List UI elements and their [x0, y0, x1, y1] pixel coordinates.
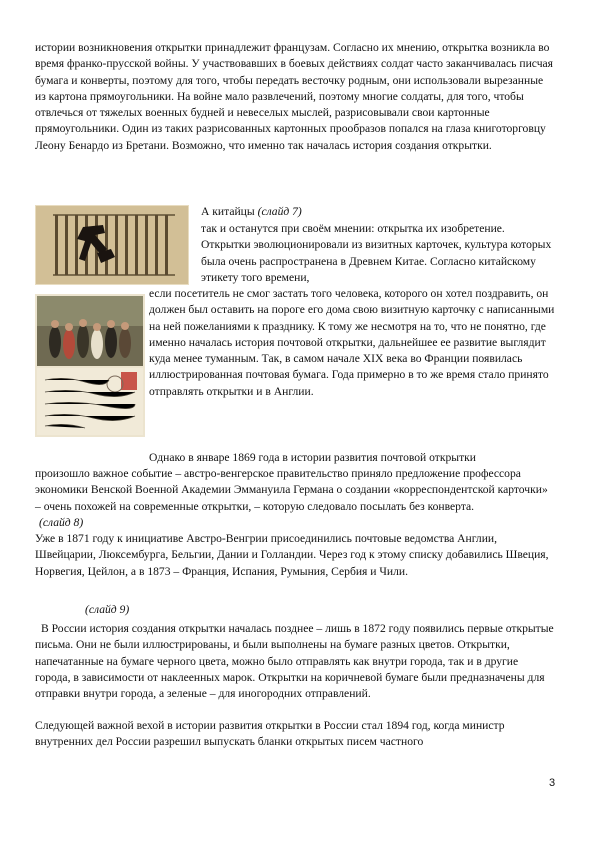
slide9-label: (слайд 9)	[85, 603, 130, 616]
paragraph-french-origin: истории возникновения открытки принадлежит французам. Согласно их мнению, открытка возникла во время франко-прусской войны. У участвовавших в боевых действиях солдат часто заканчивалась писчая бумага и конверты, поэтому для того, чтобы передать весточку родным, они использовали вырезанные из картона прямоугольники. На войне мало развлечений, поэтому многие солдаты, для того, чтобы отвлечься от тяжелых военных будней и невеселых мыслей, разрисовывали свои картонные прямоугольники. Один из таких разрисованных картонных прообразов попался на глаза книготорговцу Леону Бенардо из Бретани. Возможно, что именно так началась история создания открытки.	[35, 41, 553, 152]
paragraph-1894: Следующей важной вехой в истории развития открытки в России стал 1894 год, когда министр внутренних дел России разрешил выпускать бланки открытых писем частного	[35, 719, 505, 749]
paragraph-russia: В России история создания открытки началась позднее – лишь в 1872 году появились первые открытые письма. Они не были иллюстрированы, и были выполнены на бумаге разных цветов. Открытки, напечатанные на бумаге черного цвета, можно было отправлять как внутри города, так и в другие города, в зависимости от наклеенных марок. Открытки на коричневой бумаге были предназначены для отправки внутри города, а зеленые – для иногородних отправлений.	[35, 622, 554, 701]
paragraph-1869-rest: произошло важное событие – австро-венгерское правительство приняло предложение профессора экономики Венской Военной Академии Эммануила Германа о создании «корреспондентской карточки» – очень похожей на современные открытки, – которую следовало посылать без конверта.	[35, 467, 548, 513]
paragraph-1871: Уже в 1871 году к инициативе Австро-Венгрии присоединились почтовые ведомства Англии, Швейцарии, Люксембурга, Бельгии, Дании и Голландии. Через год к этому списку добавились Швеция, Норвегия, Цейлон, а в 1873 – Франция, Испания, Румыния, Сербия и Чили.	[35, 532, 549, 578]
slide7-label: (слайд 7)	[257, 205, 302, 218]
heading-china: А китайцы	[201, 205, 255, 218]
page-number: 3	[549, 777, 556, 789]
paragraph-china-right: так и останутся при своём мнении: открытка их изобретение. Открытки эволюционировали из визитных карточек, культура которых была очень распространена в Древнем Китае. Согласно китайскому этикету того времени,	[201, 222, 552, 284]
paragraph-china-mid: если посетитель не смог застать того человека, которого он хотел поздравить, он должен был оставить на пороге его дома свою визитную карточку с написанными на ней пожеланиями к празднику. К тому же несмотря на то, что не понятно, где именно началась история почтовой открытки, дальнейшее ее развитие выглядит куда менее туманным. Так, в самом начале XIX века во Франции появилась иллюстрированная почтовая бумага. Года примерно в то же время стало принято отправлять открытки и в Англии.	[149, 287, 555, 398]
vintage-postcard-image	[35, 294, 145, 437]
paragraph-1869-start: Однако в январе 1869 года в истории развития почтовой открытки	[149, 451, 476, 464]
bamboo-calligraphy-image	[35, 205, 189, 285]
heading-china-line	[201, 204, 553, 220]
slide8-label: (слайд 8)	[39, 516, 84, 529]
